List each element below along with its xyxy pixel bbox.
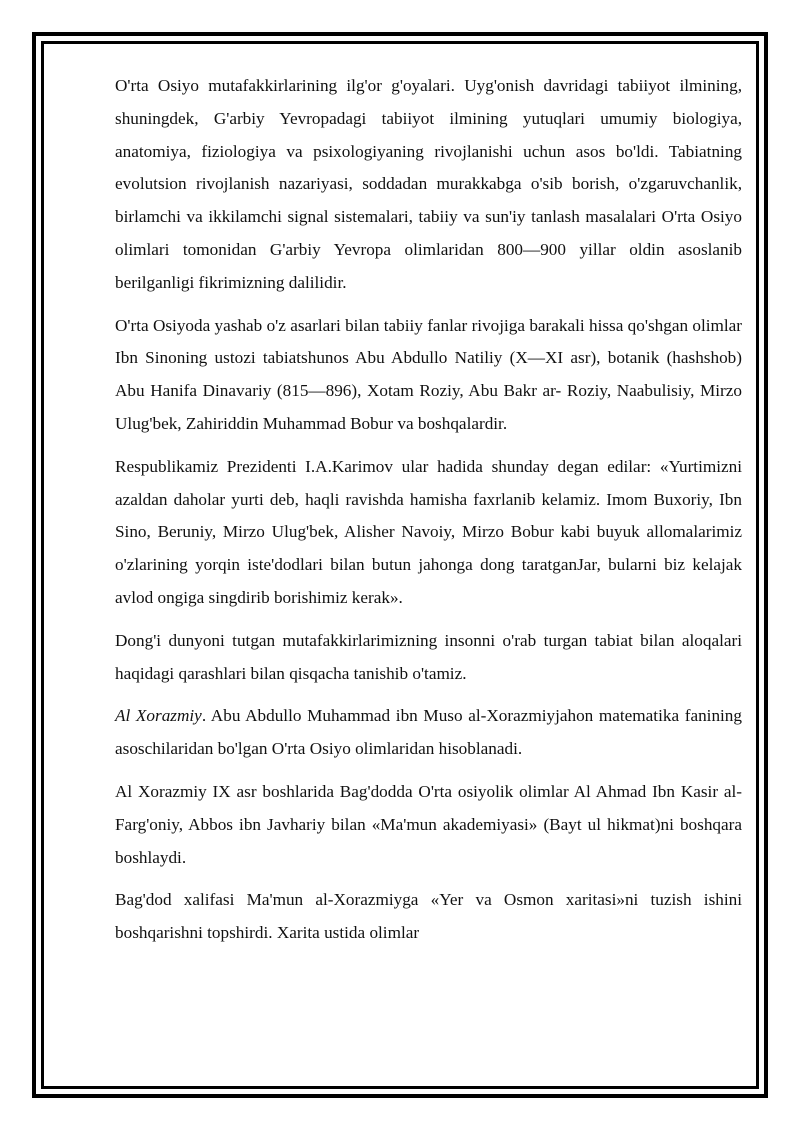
paragraph-2: O'rta Osiyoda yashab o'z asarlari bilan tabiiy fanlar rivojiga barakali hissa qo'shgan olimlar Ibn Sinoning ustozi tabiatshunos Abu Abdullo Natiliy (X—XI asr), botanik (hashshob) Abu Hanifa Dinavariy (815—896), Xotam Roziy, Abu Bakr ar- Roziy, Naabulisiy, Mirzo Ulug'bek, Zahiriddin Muhammad Bobur va boshqalardir. xyxy=(115,315,742,433)
paragraph-7: Bag'dod xalifasi Ma'mun al-Xorazmiyga «Yer va Osmon xaritasi»ni tuzish ishini boshqarishni topshirdi. Xarita ustida olimlar xyxy=(115,890,742,943)
al-xorazmiy-heading: Al Xorazmiy xyxy=(115,706,202,726)
paragraph-3: Respublikamiz Prezidenti I.A.Karimov ular hadida shunday degan edilar: «Yurtimizni azaldan daholar yurti deb, haqli ravishda hamisha faxrlanib kelamiz. Imom Buxoriy, Ibn Sino, Beruniy, Mirzo Ulug'bek, Alisher Navoiy, Mirzo Bobur kabi buyuk allomalarimiz o'zlarining yorqin iste'dodlari bilan butun jahonga dong taratganJar, bularni biz kelajak avlod ongiga singdirib borishimiz kerak». xyxy=(115,456,742,607)
paragraph-1: O'rta Osiyo mutafakkirlarining ilg'or g'oyalari. Uyg'onish davridagi tabiiyot ilmining, shuningdek, G'arbiy Yevropadagi tabiiyot ilmining yutuqlari umumiy biologiya, anatomiya, fiziologiya va psixologiyaning rivojlanishi uchun asos bo'ldi. Tabiatning evolutsion rivojlanish nazariyasi, soddadan murakkabga o'sib borish, o'zgaruvchanlik, birlamchi va ikkilamchi signal sistemalari, tabiiy va sun'iy tanlash masalalari O'rta Osiyo olimlari tomonidan G'arbiy Yevropa olimlaridan 800—900 yillar oldin asoslanib berilganligi fikrimizning dalilidir. xyxy=(115,76,742,292)
paragraph-5 xyxy=(115,700,742,766)
paragraph-5-text: . Abu Abdullo Muhammad ibn Muso al-Xorazmiyjahon matematika fanining asoschilaridan bo'lgan O'rta Osiyo olimlaridan hisoblanadi. xyxy=(115,706,742,759)
document-body xyxy=(115,70,742,950)
paragraph-6: Al Xorazmiy IX asr boshlarida Bag'dodda O'rta osiyolik olimlar Al Ahmad Ibn Kasir al-Farg'oniy, Abbos ibn Javhariy bilan «Ma'mun akademiyasi» (Bayt ul hikmat)ni boshqara boshlaydi. xyxy=(115,781,742,867)
paragraph-4: Dong'i dunyoni tutgan mutafakkirlarimizning insonni o'rab turgan tabiat bilan aloqalari haqidagi qarashlari bilan qisqacha tanishib o'tamiz. xyxy=(115,630,742,683)
